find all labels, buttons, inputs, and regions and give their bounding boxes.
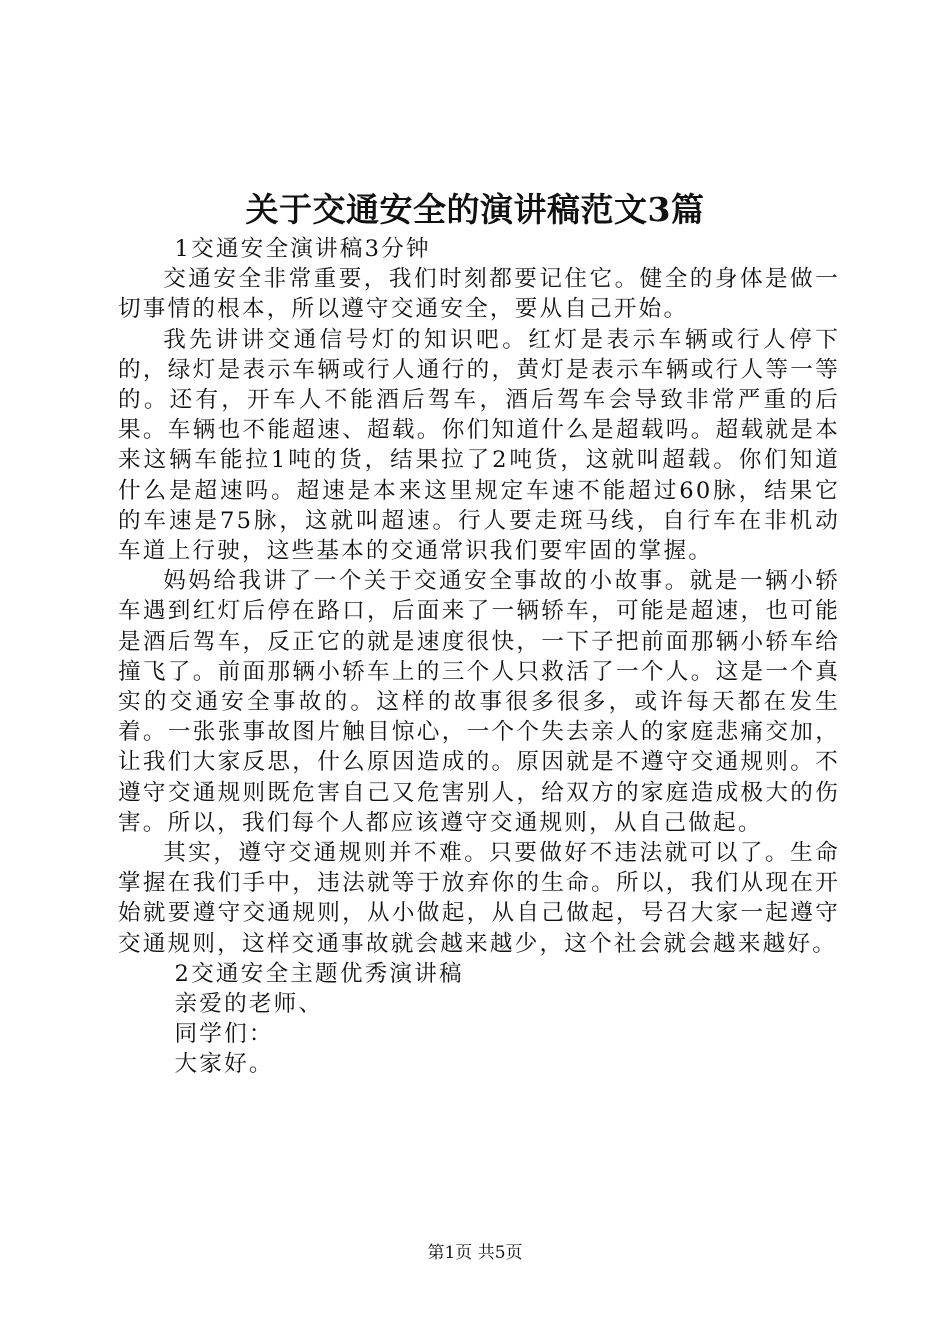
- paragraph: 我先讲讲交通信号灯的知识吧。红灯是表示车辆或行人停下的，绿灯是表示车辆或行人通行的，黄灯是表示车辆或行人等一等的。还有，开车人不能酒后驾车，酒后驾车会导致非常严重的后果。车辆也不能超速、超载。你们知道什么是超载吗。超载就是本来这辆车能拉1吨的货，结果拉了2吨货，这就叫超载。你们知道什么是超速吗。超速是本来这里规定车速不能超过60脉，结果它的车速是75脉，这就叫超速。行人要走斑马线，自行车在非机动车道上行驶，这些基本的交通常识我们要牢固的掌握。: [118, 326, 840, 565]
- greeting-line: 大家好。: [174, 1051, 274, 1078]
- section-heading-2: 2交通安全主题优秀演讲稿: [174, 960, 464, 987]
- salutation-line: 同学们：: [174, 1021, 274, 1048]
- paragraph: 交通安全非常重要，我们时刻都要记住它。健全的身体是做一切事情的根本，所以遵守交通安全，要从自己开始。: [118, 266, 840, 323]
- document-title: 关于交通安全的演讲稿范文3篇: [245, 190, 705, 229]
- paragraph: 妈妈给我讲了一个关于交通安全事故的小故事。就是一辆小轿车遇到红灯后停在路口，后面来了一辆轿车，可能是超速，也可能是酒后驾车，反正它的就是速度很快，一下子把前面那辆小轿车给撞飞了。前面那辆小轿车上的三个人只救活了一个人。这是一个真实的交通安全事故的。这样的故事很多很多，或许每天都在发生着。一张张事故图片触目惊心，一个个失去亲人的家庭悲痛交加，让我们大家反思，什么原因造成的。原因就是不遵守交通规则。不遵守交通规则既危害自己又危害别人，给双方的家庭造成极大的伤害。所以，我们每个人都应该遵守交通规则，从自己做起。: [118, 568, 840, 836]
- paragraph: 其实，遵守交通规则并不难。只要做好不违法就可以了。生命掌握在我们手中，违法就等于放弃你的生命。所以，我们从现在开始就要遵守交通规则，从小做起，从自己做起，号召大家一起遵守交通规则，这样交通事故就会越来越少，这个社会就会越来越好。: [118, 840, 840, 957]
- salutation-line: 亲爱的老师、: [174, 991, 324, 1018]
- section-heading-1: 1交通安全演讲稿3分钟: [174, 236, 431, 262]
- page-number-footer: 第1页 共5页: [427, 1243, 523, 1263]
- document-body: [118, 234, 840, 1080]
